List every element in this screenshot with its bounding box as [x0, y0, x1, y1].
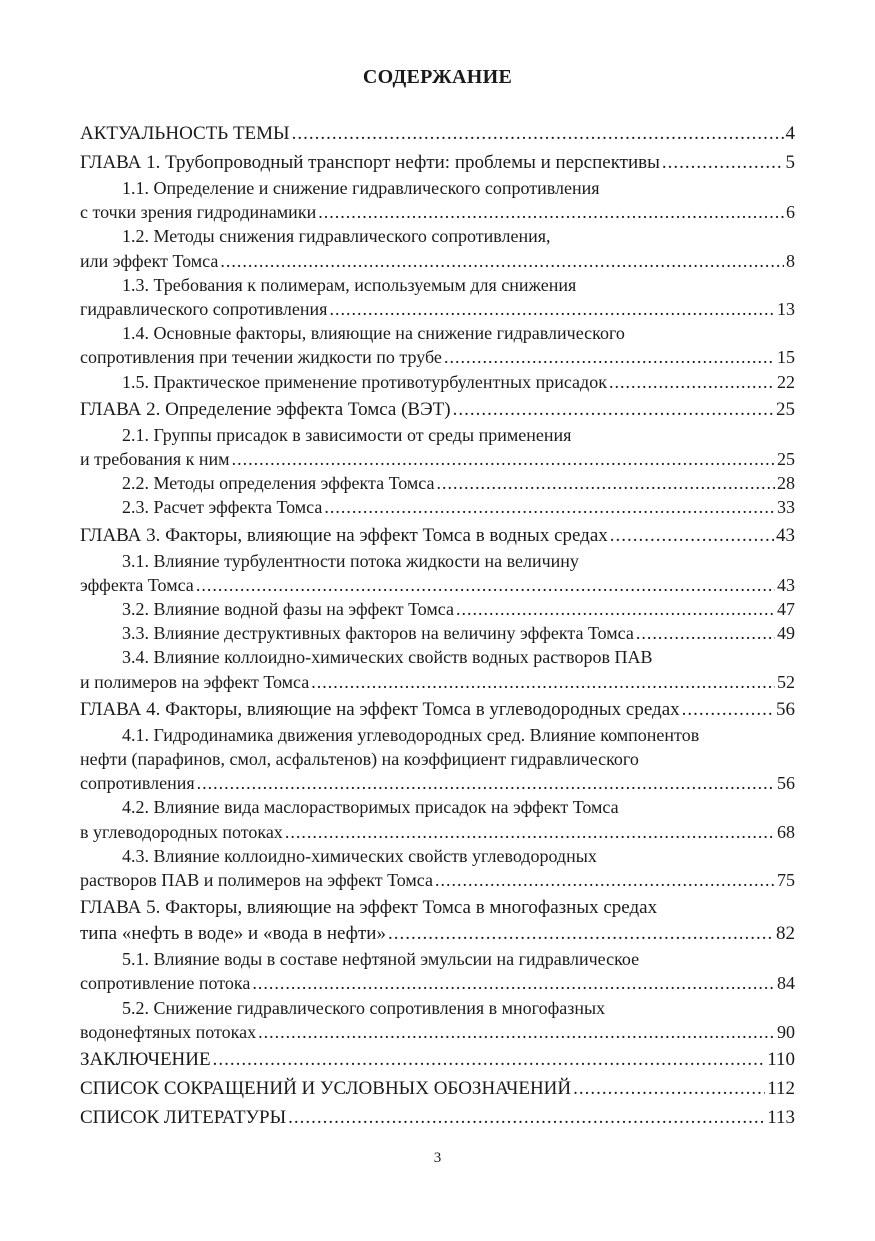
- toc-entry-line: 1.3. Требования к полимерам, используемым для снижения: [122, 274, 577, 295]
- toc-entry-leader-line: [80, 370, 795, 394]
- toc-entry-text: сопротивления: [80, 773, 195, 794]
- toc-entry-leader-line: [80, 820, 795, 844]
- page-number: 3: [433, 1150, 442, 1166]
- toc-entry-text: 2.3. Расчет эффекта Томса: [122, 497, 323, 518]
- toc-entry-page: 90: [777, 1021, 795, 1042]
- toc-entry-line: ГЛАВА 5. Факторы, влияющие на эффект Томса в многофазных средах: [80, 897, 658, 919]
- toc-entry-page: 6: [786, 202, 795, 223]
- dot-leader: [252, 971, 775, 995]
- toc-entry[interactable]: [80, 224, 795, 272]
- toc-entry-page: 56: [776, 698, 795, 720]
- toc-entry-page: 52: [777, 671, 795, 692]
- toc-entry-leader-line: [80, 697, 795, 723]
- toc-entry-leader-line: [80, 1105, 795, 1131]
- toc-entry-page: 84: [777, 973, 795, 994]
- toc-entry-line: 5.2. Снижение гидравлического сопротивления в многофазных: [122, 997, 606, 1018]
- toc-entry-leader-line: [80, 921, 795, 947]
- toc-entry-page: 5: [785, 152, 795, 173]
- toc-entry-text: ГЛАВА 1. Трубопроводный транспорт нефти: проблемы и перспективы: [80, 152, 660, 173]
- table-of-contents: [80, 118, 795, 1131]
- toc-entry-text: СПИСОК СОКРАЩЕНИЙ И УСЛОВНЫХ ОБОЗНАЧЕНИЙ: [80, 1078, 572, 1100]
- toc-entry-line: 4.2. Влияние вида маслорастворимых присадок на эффект Томса: [122, 797, 619, 818]
- dot-leader: [311, 670, 775, 694]
- dot-leader: [682, 697, 774, 723]
- toc-entry[interactable]: [80, 1047, 795, 1073]
- toc-entry-page: 43: [776, 524, 795, 546]
- toc-entry-page: 75: [777, 870, 795, 891]
- toc-entry-text: сопротивления при течении жидкости по трубе: [80, 347, 442, 368]
- toc-entry-leader-line: [80, 1047, 795, 1073]
- toc-entry-leader-line: [80, 397, 795, 423]
- toc-entry-leader-line: [80, 1020, 795, 1044]
- toc-entry-text: сопротивление потока: [80, 973, 251, 994]
- toc-entry-text: типа «нефть в воде» и «вода в нефти»: [80, 923, 386, 945]
- toc-entry-text: гидравлического сопротивления: [80, 299, 328, 320]
- dot-leader: [435, 868, 775, 892]
- toc-entry[interactable]: [80, 621, 795, 645]
- toc-entry-leader-line: [80, 573, 795, 597]
- toc-entry[interactable]: [80, 423, 795, 471]
- toc-entry-text: растворов ПАВ и полимеров на эффект Томса: [80, 870, 433, 891]
- toc-entry-page: 13: [777, 299, 795, 320]
- toc-entry-text: АКТУАЛЬНОСТЬ ТЕМЫ: [80, 123, 290, 144]
- toc-entry-text: 3.3. Влияние деструктивных факторов на величину эффекта Томса: [122, 623, 634, 644]
- dot-leader: [456, 597, 775, 621]
- toc-entry-line: 1.2. Методы снижения гидравлического сопротивления,: [122, 226, 551, 247]
- dot-leader: [573, 1076, 765, 1102]
- toc-entry-leader-line: [80, 1076, 795, 1102]
- toc-entry-page: 110: [767, 1049, 795, 1071]
- toc-entry-text: в углеводородных потоках: [80, 821, 283, 842]
- toc-entry-page: 25: [776, 398, 795, 420]
- toc-entry-page: 33: [777, 497, 795, 518]
- toc-entry-page: 47: [777, 599, 795, 620]
- toc-entry-leader-line: [80, 121, 795, 147]
- dot-leader: [636, 621, 775, 645]
- toc-entry[interactable]: [80, 996, 795, 1044]
- toc-entry[interactable]: [80, 549, 795, 597]
- toc-entry-page: 43: [777, 574, 795, 595]
- toc-entry-leader-line: [80, 868, 795, 892]
- toc-entry-text: ЗАКЛЮЧЕНИЕ: [80, 1049, 211, 1071]
- toc-entry-leader-line: [80, 249, 795, 273]
- dot-leader: [197, 771, 775, 795]
- toc-entry-text: ГЛАВА 3. Факторы, влияющие на эффект Томса в водных средах: [80, 524, 608, 546]
- toc-entry-leader-line: [80, 471, 795, 495]
- dot-leader: [288, 1105, 765, 1131]
- dot-leader: [388, 921, 774, 947]
- dot-leader: [662, 150, 784, 176]
- toc-entry-line: 2.1. Группы присадок в зависимости от среды применения: [122, 424, 572, 445]
- toc-entry-leader-line: [80, 621, 795, 645]
- toc-entry-text: и требования к ним: [80, 449, 230, 470]
- toc-entry-leader-line: [80, 597, 795, 621]
- toc-entry-page: 82: [776, 923, 795, 945]
- toc-entry-text: ГЛАВА 4. Факторы, влияющие на эффект Томса в углеводородных средах: [80, 698, 680, 720]
- toc-entry-page: 49: [777, 623, 795, 644]
- toc-entry-page: 56: [777, 773, 795, 794]
- toc-entry[interactable]: [80, 370, 795, 394]
- toc-entry-leader-line: [80, 670, 795, 694]
- toc-entry-text: 1.5. Практическое применение противотурбулентных присадок: [122, 371, 607, 392]
- dot-leader: [285, 820, 775, 844]
- toc-entry[interactable]: [80, 273, 795, 321]
- toc-entry-leader-line: [80, 971, 795, 995]
- dot-leader: [232, 447, 775, 471]
- toc-entry-line: 4.3. Влияние коллоидно-химических свойств углеводородных: [122, 845, 597, 866]
- toc-entry-line: 4.1. Гидродинамика движения углеводородных сред. Влияние компонентов: [122, 724, 700, 745]
- toc-entry-text: или эффект Томса: [80, 250, 219, 271]
- dot-leader: [609, 370, 775, 394]
- toc-entry-line: 5.1. Влияние воды в составе нефтяной эмульсии на гидравлическое: [122, 949, 640, 970]
- toc-entry[interactable]: [80, 795, 795, 843]
- dot-leader: [318, 200, 784, 224]
- toc-entry-text: и полимеров на эффект Томса: [80, 671, 310, 692]
- toc-entry-text: водонефтяных потоках: [80, 1021, 257, 1042]
- toc-entry[interactable]: [80, 895, 795, 947]
- toc-entry[interactable]: [80, 321, 795, 369]
- toc-entry[interactable]: [80, 947, 795, 995]
- toc-entry-text: СПИСОК ЛИТЕРАТУРЫ: [80, 1107, 287, 1129]
- toc-entry-leader-line: [80, 495, 795, 519]
- toc-entry[interactable]: [80, 176, 795, 224]
- toc-entry-page: 8: [786, 250, 795, 271]
- toc-entry-leader-line: [80, 200, 795, 224]
- toc-entry-line: 3.1. Влияние турбулентности потока жидкости на величину: [122, 550, 579, 571]
- dot-leader: [213, 1047, 766, 1073]
- toc-entry[interactable]: [80, 397, 795, 423]
- dot-leader: [444, 345, 775, 369]
- dot-leader: [610, 523, 774, 549]
- toc-entry-text: 2.2. Методы определения эффекта Томса: [122, 473, 435, 494]
- toc-entry[interactable]: [80, 723, 795, 796]
- toc-entry-page: 22: [777, 371, 795, 392]
- toc-entry-page: 68: [777, 821, 795, 842]
- toc-entry-page: 113: [767, 1107, 795, 1129]
- toc-entry[interactable]: [80, 523, 795, 549]
- toc-entry-page: 4: [785, 123, 795, 144]
- toc-entry-text: 3.2. Влияние водной фазы на эффект Томса: [122, 599, 455, 620]
- dot-leader: [220, 249, 784, 273]
- toc-entry-leader-line: [80, 523, 795, 549]
- toc-entry-leader-line: [80, 345, 795, 369]
- dot-leader: [329, 297, 775, 321]
- toc-entry[interactable]: [80, 150, 795, 176]
- toc-entry-text: ГЛАВА 2. Определение эффекта Томса (ВЭТ): [80, 398, 451, 420]
- toc-entry-page: 15: [777, 347, 795, 368]
- toc-entry-text: эффекта Томса: [80, 574, 194, 595]
- toc-entry[interactable]: [80, 844, 795, 892]
- toc-entry[interactable]: [80, 697, 795, 723]
- toc-entry-page: 25: [777, 449, 795, 470]
- toc-entry-page: 28: [777, 473, 795, 494]
- toc-entry-leader-line: [80, 150, 795, 176]
- toc-entry[interactable]: [80, 597, 795, 621]
- toc-entry-line: 3.4. Влияние коллоидно-химических свойств водных растворов ПАВ: [122, 647, 653, 668]
- toc-entry-line: нефти (парафинов, смол, асфальтенов) на коэффициент гидравлического: [80, 749, 639, 770]
- toc-entry-leader-line: [80, 447, 795, 471]
- dot-leader: [324, 495, 775, 519]
- toc-title: СОДЕРЖАНИЕ: [362, 66, 513, 88]
- dot-leader: [258, 1020, 775, 1044]
- toc-entry-line: 1.4. Основные факторы, влияющие на снижение гидравлического: [122, 323, 625, 344]
- dot-leader: [436, 471, 775, 495]
- toc-entry[interactable]: [80, 471, 795, 495]
- toc-entry[interactable]: [80, 645, 795, 693]
- toc-entry[interactable]: [80, 121, 795, 147]
- dot-leader: [292, 121, 784, 147]
- toc-entry[interactable]: [80, 1105, 795, 1131]
- toc-entry-page: 112: [767, 1078, 795, 1100]
- dot-leader: [453, 397, 774, 423]
- toc-entry-text: с точки зрения гидродинамики: [80, 202, 317, 223]
- toc-entry-leader-line: [80, 297, 795, 321]
- toc-entry[interactable]: [80, 1076, 795, 1102]
- toc-entry-leader-line: [80, 771, 795, 795]
- dot-leader: [196, 573, 775, 597]
- toc-entry[interactable]: [80, 495, 795, 519]
- toc-entry-line: 1.1. Определение и снижение гидравлического сопротивления: [122, 178, 600, 198]
